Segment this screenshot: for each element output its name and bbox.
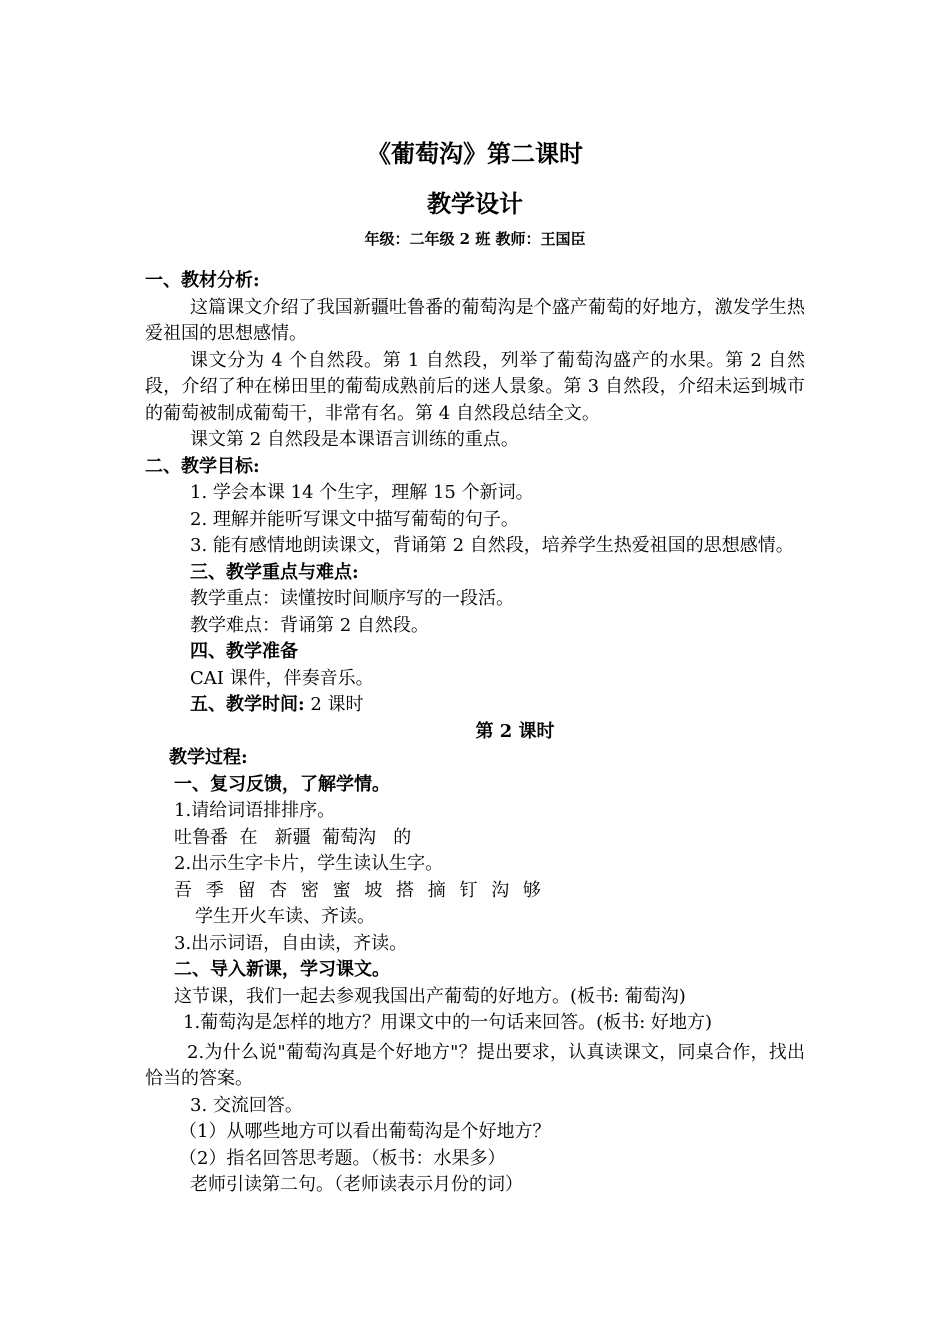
- word-list: 吐鲁番 在 新疆 葡萄沟 的: [174, 826, 412, 848]
- section-heading-preparation: 四、教学准备: [190, 641, 298, 662]
- goal-item-3: 3. 能有感情地朗读课文，背诵第 2 自然段，培养学生热爱祖国的思想感情。: [190, 535, 794, 556]
- sub-question-1: （1）从哪些地方可以看出葡萄沟是个好地方？: [179, 1121, 551, 1142]
- document-body: [145, 268, 805, 1199]
- analysis-paragraph-1: 这篇课文介绍了我国新疆吐鲁番的葡萄沟是个盛产葡萄的好地方，激发学生热爱祖国的思想感情。: [145, 296, 805, 344]
- difficult-point-text: 教学难点：背诵第 2 自然段。: [190, 614, 429, 636]
- document-meta: 年级：二年级 2 班 教师：王国臣: [364, 230, 586, 248]
- intro-text: 这节课，我们一起去参观我国出产葡萄的好地方。(板书: 葡萄沟): [174, 985, 686, 1007]
- document-subtitle: 教学设计: [427, 189, 523, 218]
- goal-item-1: 1. 学会本课 14 个生字，理解 15 个新词。: [190, 482, 534, 503]
- goal-item-2: 2. 理解并能听写课文中描写葡萄的句子。: [190, 508, 519, 530]
- analysis-paragraph-3: 课文第 2 自然段是本课语言训练的重点。: [190, 429, 519, 450]
- reading-instruction: 学生开火车读、齐读。: [195, 906, 375, 927]
- section-heading-key-points: 三、教学重点与难点:: [190, 561, 359, 583]
- step1-text: 1.请给词语排排序。: [174, 800, 336, 821]
- sub-question-2: （2）指名回答思考题。（板书：水果多）: [179, 1147, 506, 1169]
- document-title: 《葡萄沟》第二课时: [367, 139, 583, 168]
- part1-heading: 一、复习反馈，了解学情。: [174, 773, 390, 795]
- key-point-text: 教学重点：读懂按时间顺序写的一段活。: [190, 588, 514, 609]
- character-list: 吾 季 留 杏 密 蜜 坡 搭 摘 钉 沟 够: [174, 879, 543, 901]
- part2-heading: 二、导入新课，学习课文。: [174, 959, 390, 980]
- process-heading: 教学过程:: [169, 747, 248, 768]
- section-heading-goals: 二、教学目标:: [145, 455, 260, 477]
- question-3: 3. 交流回答。: [190, 1094, 303, 1116]
- sub-question-3: 老师引读第二句。（老师读表示月份的词）: [190, 1174, 523, 1195]
- question-1: 1.葡萄沟是怎样的地方？用课文中的一句话来回答。(板书: 好地方): [183, 1012, 713, 1033]
- preparation-text: CAI 课件，伴奏音乐。: [190, 667, 374, 689]
- time-text: 2 课时: [304, 694, 364, 715]
- analysis-paragraph-2: 课文分为 4 个自然段。第 1 自然段，列举了葡萄沟盛产的水果。第 2 自然段，介绍了种在梯田里的葡萄成熟前后的迷人景象。第 3 自然段，介绍未运到城市的葡萄被制成葡萄干，非常有名。第 4 自然段总结全文。: [145, 349, 805, 424]
- question-2: 2.为什么说"葡萄沟真是个好地方"？提出要求，认真读课文，同桌合作，找出恰当的答案。: [145, 1041, 805, 1089]
- step2-text: 2.出示生字卡片，学生读认生字。: [174, 853, 444, 874]
- lesson-title: 第 2 课时: [475, 720, 555, 742]
- section-heading-analysis: 一、教材分析:: [145, 270, 260, 291]
- section-heading-time: 五、教学时间:: [190, 694, 305, 715]
- step3-text: 3.出示词语，自由读，齐读。: [174, 932, 408, 954]
